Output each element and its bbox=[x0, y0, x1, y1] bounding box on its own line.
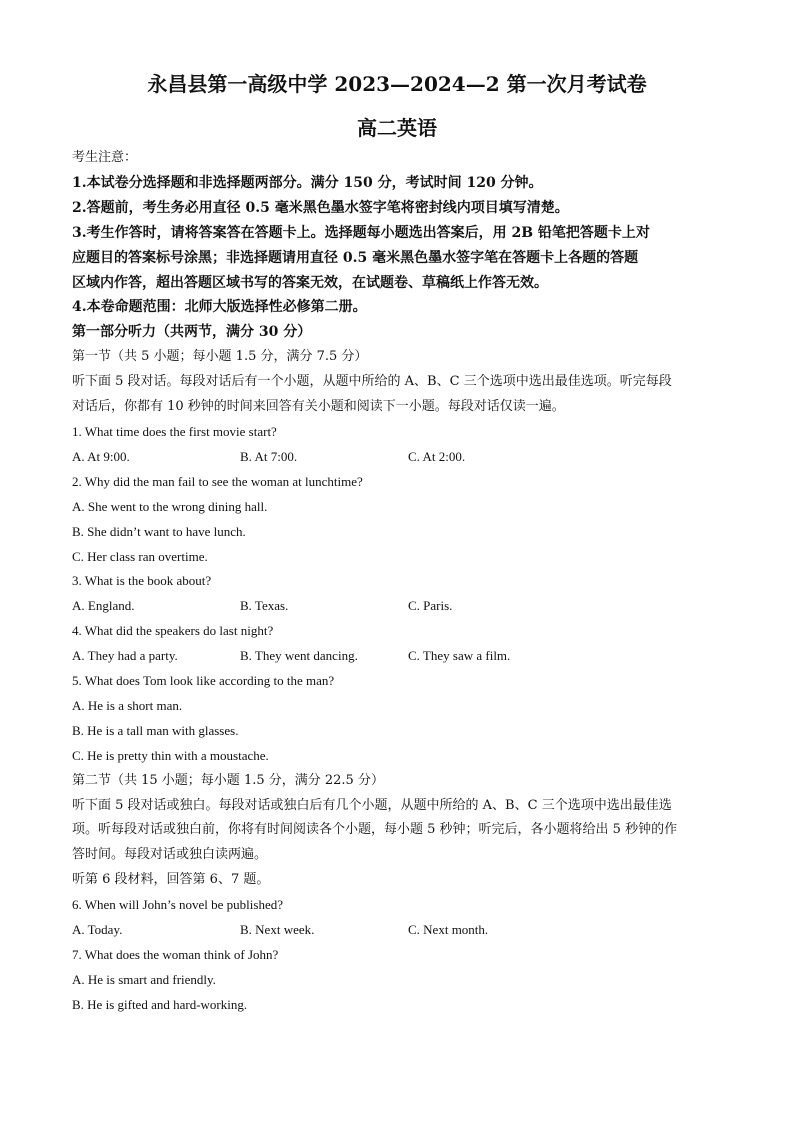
option-a[interactable]: A. He is a short man. bbox=[72, 697, 183, 713]
option-a[interactable]: A. He is smart and friendly. bbox=[72, 971, 216, 987]
option-b[interactable]: B. She didn’t want to have lunch. bbox=[72, 523, 246, 539]
notice-item-3-cont: 应题目的答案标号涂黑；非选择题请用直径 0.5 毫米黑色墨水签字笔在答题卡上各题的答题 bbox=[72, 249, 639, 266]
question-1-stem: 1. What time does the first movie start? bbox=[72, 423, 277, 439]
section1-instructions-cont: 对话后，你都有 10 秒钟的时间来回答有关小题和阅读下一小题。每段对话仅读一遍。 bbox=[72, 399, 565, 415]
exam-content bbox=[72, 146, 732, 1018]
option-c[interactable]: C. Paris. bbox=[408, 598, 453, 614]
notice-item-3: 3.考生作答时，请将答案答在答题卡上。选择题每小题选出答案后，用 2B 铅笔把答题卡上对 bbox=[72, 224, 650, 241]
section2-heading: 第二节（共 15 小题；每小题 1.5 分，满分 22.5 分） bbox=[72, 772, 384, 788]
notice-item-4: 4.本卷命题范围：北师大版选择性必修第二册。 bbox=[72, 299, 367, 316]
section1-instructions: 听下面 5 段对话。每段对话后有一个小题，从题中所给的 A、B、C 三个选项中选出最佳选项。听完每段 bbox=[72, 374, 672, 390]
notice-item-1: 1.本试卷分选择题和非选择题两部分。满分 150 分，考试时间 120 分钟。 bbox=[72, 174, 543, 191]
option-a[interactable]: A. At 9:00. bbox=[72, 448, 130, 464]
section1-heading: 第一节（共 5 小题；每小题 1.5 分，满分 7.5 分） bbox=[72, 349, 368, 365]
question-1-options bbox=[72, 445, 732, 470]
option-b[interactable]: B. He is a tall man with glasses. bbox=[72, 722, 239, 738]
option-b[interactable]: B. Next week. bbox=[240, 922, 315, 938]
option-c[interactable]: C. At 2:00. bbox=[408, 448, 466, 464]
question-7-stem: 7. What does the woman think of John? bbox=[72, 947, 279, 962]
question-4-options bbox=[72, 644, 732, 669]
option-b[interactable]: B. Texas. bbox=[240, 598, 289, 614]
option-a[interactable]: A. She went to the wrong dining hall. bbox=[72, 498, 268, 514]
question-5-stem: 5. What does Tom look like according to the man? bbox=[72, 673, 335, 689]
option-c[interactable]: C. Next month. bbox=[408, 922, 489, 938]
question-6-options bbox=[72, 918, 732, 943]
option-a[interactable]: A. They had a party. bbox=[72, 648, 178, 664]
option-a[interactable]: A. Today. bbox=[72, 922, 123, 938]
question-6-stem: 6. When will John’s novel be published? bbox=[72, 897, 283, 913]
notice-item-2: 2.答题前，考生务必用直径 0.5 毫米黑色墨水签字笔将密封线内项目填写清楚。 bbox=[72, 199, 569, 216]
question-4-stem: 4. What did the speakers do last night? bbox=[72, 623, 274, 639]
section2-instructions: 听下面 5 段对话或独白。每段对话或独白后有几个小题，从题中所给的 A、B、C 三个选项中选出最佳选 bbox=[72, 797, 672, 813]
option-c[interactable]: C. They saw a film. bbox=[408, 648, 511, 664]
exam-subtitle: 高二英语 bbox=[357, 116, 437, 140]
question-2-stem: 2. Why did the man fail to see the woman at lunchtime? bbox=[72, 473, 363, 489]
section2-instructions-cont2: 答时间。每段对话或独白读两遍。 bbox=[72, 847, 268, 863]
exam-title: 永昌县第一高级中学 2023—2024—2 第一次月考试卷 bbox=[147, 72, 647, 96]
notice-item-3-cont2: 区域内作答，超出答题区域书写的答案无效，在试题卷、草稿纸上作答无效。 bbox=[72, 274, 548, 291]
question-3-stem: 3. What is the book about? bbox=[72, 573, 212, 589]
part1-heading: 第一部分听力（共两节，满分 30 分） bbox=[72, 324, 312, 341]
option-b[interactable]: B. He is gifted and hard-working. bbox=[72, 996, 248, 1012]
option-a[interactable]: A. England. bbox=[72, 598, 135, 614]
option-b[interactable]: B. They went dancing. bbox=[240, 648, 358, 664]
option-b[interactable]: B. At 7:00. bbox=[240, 448, 298, 464]
notice-heading: 考生注意： bbox=[72, 150, 138, 165]
question-3-options bbox=[72, 594, 732, 619]
option-c[interactable]: C. Her class ran overtime. bbox=[72, 548, 208, 564]
section2-instructions-cont: 项。听每段对话或独白前，你将有时间阅读各个小题，每小题 5 秒钟；听完后，各小题将给出 5 秒钟的作 bbox=[72, 822, 678, 838]
material-6-instruction: 听第 6 段材料，回答第 6、7 题。 bbox=[72, 872, 270, 888]
option-c[interactable]: C. He is pretty thin with a moustache. bbox=[72, 747, 269, 763]
